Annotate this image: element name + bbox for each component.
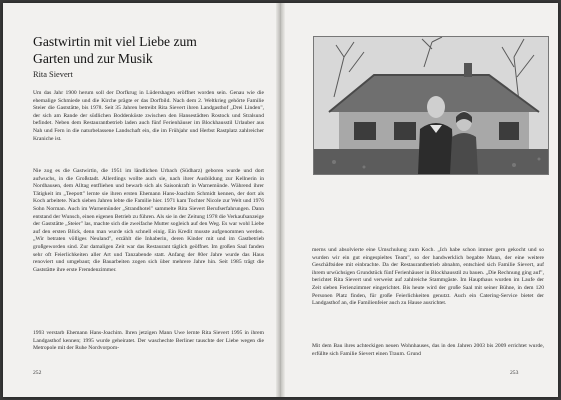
photo-illustration	[314, 37, 548, 174]
page-number-right: 253	[510, 370, 519, 376]
page-number-left: 252	[33, 370, 42, 376]
paragraph-2: Mit dem Bau ihres achteckigen neuen Wohnhauses, das in den Jahren 2003 bis 2009 errichtet wurde, erfüllte sich Familie Sievert einen Traum. Grund	[312, 343, 544, 357]
book-spread	[3, 3, 558, 397]
article-title	[33, 33, 263, 67]
house-photo	[313, 36, 549, 175]
left-page	[3, 3, 279, 397]
title-line-1: Gastwirtin mit viel Liebe zum	[33, 34, 197, 49]
paragraph-1: Um das Jahr 1900 herum soll der Dorfkrug in Lüdershagen eröffnet worden sein. Genau wie die ehemalige Schmiede und die Kirche prägte er das Dorfbild. Nach dem 2. Weltkrieg gehörte Familie Steier die Gaststätte, bis 1978. Seit 35 Jahren betreibt Rita Sievert ihren Landgasthof „Drei Linden", der sich am Rande der südlichen Boddenküste zwischen den Hansestädten Rostock und Stralsund befindet. Neben dem Restaurantbetrieb laden auch fünf Ferienhäuser im Blockhausstil Urlauber aus Nah und Fern in die naturbelassene Landschaft ein, die im Frühjahr und Herbst Rastplatz zahlreicher Kraniche ist.	[33, 90, 264, 142]
right-page	[282, 3, 558, 397]
paragraph-3: 1993 verstarb Ehemann Hans-Joachim. Ihren jetzigen Mann Uwe lernte Rita Sievert 1995 in ihrem Landgasthof kennen; 1995 wurde geheiratet. Der waschechte Berliner tauschte der Liebe wegen die Metropole mit der Ruhe Nordvorpom-	[33, 330, 264, 352]
author-name: Rita Sievert	[33, 70, 73, 79]
paragraph-2: Nie zog es die Gastwirtin, die 1951 im ländlichen Urbach (Südharz) geboren wurde und dort aufwuchs, in die Großstadt. Allerdings wollte auch sie, nach ihrer Ausbildung zur Kellnerin in Nordhausen, dem Alltag entfliehen und bewarb sich als Saisonkraft in Warnemünde. Während ihrer Tätigkeit im „Teepott" lernte sie ihren ersten Ehemann Hans-Joachim Schmidt kennen, der dort als Koch arbeitete. Nach sieben Jahren lebte die Familie hier. 1971 kam Tochter Nicole zur Welt und 1976 Sohn Norman. Auch im Warnemünder „Strandhotel" sammelte Rita Sievert Berufserfahrungen. Dann entstand der Wunsch, einen eigenen Betrieb zu führen. Als sie in der Zeitung 1978 die Verkaufsanzeige der Gaststätte „Steier" las, machte sich die zweifache Mutter sogleich auf den Weg. Es war wohl Liebe auf den ersten Blick, denn man wurde sich schnell einig. Ein Kredit musste aufgenommen werden. „Wir betraten völliges Neuland", erzählt die Inhaberin, deren Kinder mit und im Gastbetrieb großgeworden sind. Zur damaligen Zeit war das Restaurant täglich geöffnet. Im großen Saal fanden sehr oft Feierlichkeiten aller Art und Tanzabende statt. Anfang der 80er Jahre wurde das Haus renoviert und umgebaut; die Bauarbeiten zogen sich über mehrere Jahre hin. Seit 1985 trägt die Gaststätte ihre erste Fremdenzimmer.	[33, 168, 264, 273]
title-line-2: Garten und zur Musik	[33, 51, 153, 66]
paragraph-1: merns und absolvierte eine Umschulung zum Koch. „Ich habe schon immer gern gekocht und so wurden wir ein gut eingespieltes Team", so der handwerklich begabte Mann, der eine weitere Geschäftsidee mit einbrachte. Da der Restaurantbetrieb abnahm, entschied sich Familie Sievert, auf ihrem urwüchsigen Grundstück fünf Ferienhäuser in Blockhausstil zu bauen. „Die Rechnung ging auf", berichtet Rita Sievert und verweist auf zahlreiche Stammgäste. Im Haupthaus wurden im Laufe der Zeit sieben Ferienzimmer eingerichtet. Bis heute wird der große Saal mit seiner Bühne, in dem 120 Personen Platz finden, für große Feierlichkeiten genutzt. Auch ein Catering-Service bietet der Landgasthof an, die Familienfeier auch zu Hause ausrichtet.	[312, 247, 544, 307]
